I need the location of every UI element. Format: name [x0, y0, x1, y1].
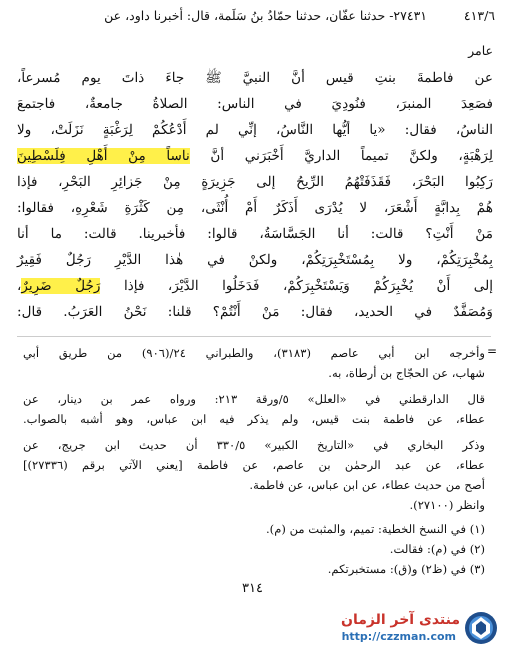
footnote-line: عطاء، عن فاطمة بنت قيس، ولم يذكر فيه ابن عباس، وهو أشبه بالصواب.: [23, 412, 485, 426]
highlighted-phrase: رَجُلٌ ضَرِيرٌ: [21, 278, 101, 294]
footnote-line: شهاب، عن الحجّاج بن أرطاة، به.: [328, 366, 485, 380]
body-line: الناسُ، فقال: «يا أيُّها النَّاسُ، إنِّي لم أَدْعُكُمْ لِرَغْبَةٍ نَزَلَتْ، ولا: [17, 122, 493, 138]
hadith-header: [20, 8, 495, 24]
page-number: ٣١٤: [242, 581, 263, 596]
variant-note: (٣) في (ظ٢) و(ق): مستخبرتكم.: [327, 562, 485, 576]
body-line: هُمْ بِدابَّةٍ أَشْعَرَ، لا يُدْرَى أَذَكَرٌ أَمْ أُنْثَى، مِن كَثْرَةِ شَعْرِهِ، فقالوا:: [17, 200, 493, 216]
watermark: [318, 610, 500, 648]
body-line: مَنْ أَنْتِ؟ قالت: أنا الجَسَّاسَةُ، قالوا: فأخبرينا. قالت: ما أنا: [17, 226, 493, 242]
watermark-title: منتدى آخر الزمان: [341, 612, 460, 628]
body-line: وَمُصَفَّدٌ في الحديد، فقال: مَنْ أَنْتُمْ؟ قلنا: نَحْنُ العَرَبُ. قال:: [17, 304, 493, 320]
body-line: عن فاطمةَ بنتِ قيس أنَّ النبيَّ ﷺ جاءَ ذاتَ يوم مُسرعاً،: [17, 70, 493, 86]
body-line: رَكِبُوا البَحْرَ، فَقَذَفَتْهُمُ الرِّيحُ إلى جَزِيرَةٍ مِنْ جَزائِرِ البَحْرِ، فإذا: [17, 174, 493, 190]
footnote-line: وأخرجه ابن أبي عاصم (٣١٨٣)، والطبراني ٢٤/(٩٠٦) من طريق أبي: [23, 346, 485, 360]
highlighted-phrase: ناساً مِنْ أَهْلِ فِلَسْطِينَ: [17, 148, 190, 164]
body-line-highlighted: لِرَهْبَةٍ، ولكنَّ تميماً الداريَّ أَخْبَرَني أنَّ ناساً مِنْ أَهْلِ فِلَسْطِينَ: [17, 148, 493, 164]
body-line-highlighted: إلى أَنْ يُخْبِرَكُمْ وَيَسْتَخْبِرَكُمْ، فَدَخَلُوا الدَّيْرَ، فإذا رَجُلٌ ضَرِيرٌ،: [17, 278, 494, 294]
forum-logo-icon: [464, 611, 498, 645]
footnote-separator: [17, 336, 491, 337]
footnote-line: قال الدارقطني في «العلل» ٥/ورقة ٢١٣: ورواه عمر بن دينار، عن: [23, 392, 485, 406]
body-line: فصَعِدَ المنبرَ، فنُودِيَ في الناس: الصلاةُ جامعةٌ، فاجتمعَ: [17, 96, 493, 112]
variant-note: (١) في النسخ الخطية: تميم، والمثبت من (م).: [265, 522, 485, 536]
variant-note: (٢) في (م): فقالت.: [389, 542, 485, 556]
isnad-continuation: عامر: [468, 43, 493, 58]
isnad-chain: ٢٧٤٣١- حدثنا عفّان، حدثنا حمّادُ بنُ سَلَمة، قال: أخبرنا داود، عن: [104, 8, 427, 23]
footnote-line: وذكر البخاري في «التاريخ الكبير» ٣٣٠/٥ أن حديث ابن جريج، عن: [23, 438, 485, 452]
footnote-line: أصح من حديث عطاء، عن ابن عباس، عن فاطمة.: [249, 478, 485, 492]
footnote-line: عطاء، عن عبد الرحمٰن بن عاصم، عن فاطمة [يعني الآتي برقم (٢٧٣٣٦)]: [23, 458, 485, 472]
continuation-marker: =: [486, 344, 497, 358]
watermark-url: http://czzman.com: [341, 630, 456, 643]
footnote-line: وانظر (٢٧١٠٠).: [409, 498, 485, 512]
body-line: بِمُخْبِرَتِكُمْ، ولا بِمُسْتَخْبِرَتِكُمْ، ولكنْ في هٰذا الدَّيْرِ رَجُلٌ فَقِيرٌ: [17, 252, 493, 268]
volume-page-reference: ٤١٣/٦: [463, 8, 495, 23]
